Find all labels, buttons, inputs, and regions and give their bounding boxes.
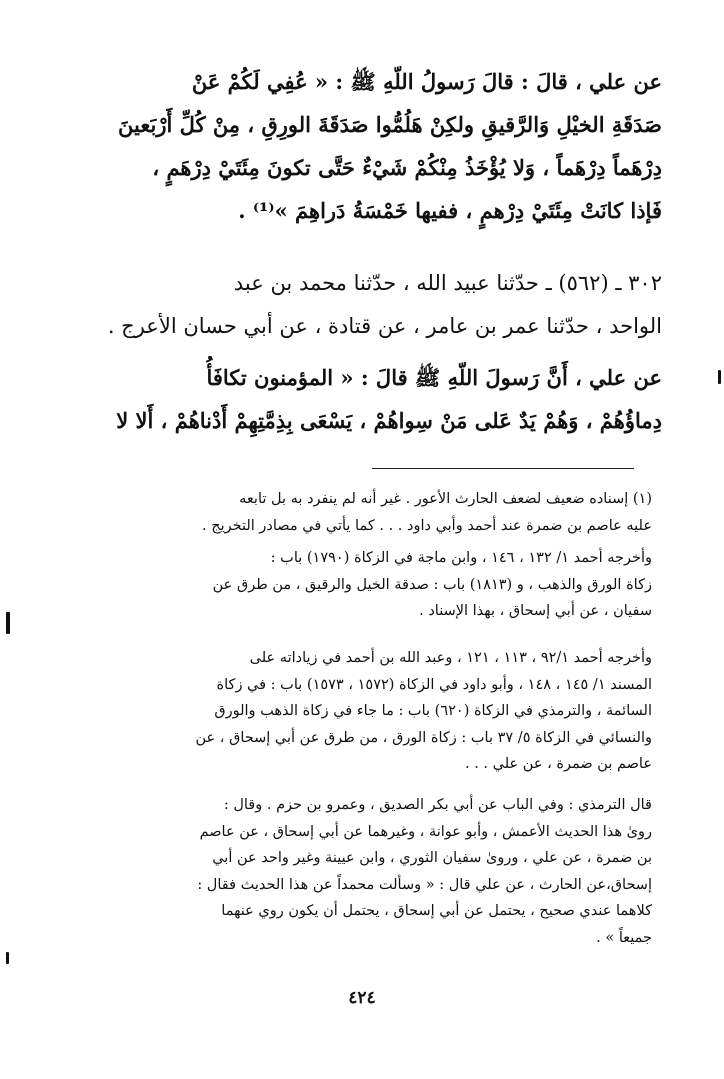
footnote-takhrij-1 [66,545,652,625]
footnote-line: إسحاق،عن الحارث ، عن علي قال : « وسألت محمداً عن هذا الحديث فقال : [197,876,652,893]
footnote-line: المسند ١/ ١٤٥ ، ١٤٨ ، وأبو داود في الزكاة (١٥٧٢ ، ١٥٧٣) باب : في زكاة [216,676,652,693]
hadith-302-text [70,356,662,442]
scan-edge-mark [6,952,9,964]
footnote-line: والنسائي في الزكاة ٥/ ٣٧ باب : زكاة الورق ، من طرق عن أبي إسحاق ، عن [195,729,652,746]
scan-edge-mark [718,370,721,384]
hadith-302-isnad-line: ٣٠٢ ـ (٥٦٢) ـ حدّثنا عبيد الله ، حدّثنا محمد بن عبد [233,271,662,295]
hadith-301-text [70,60,662,232]
footnote-line: عليه عاصم بن ضمرة عند أحمد وأبي داود . . . كما يأتي في مصادر التخريج . [202,517,652,534]
hadith-302-isnad [70,262,662,348]
footnote-1 [66,486,652,539]
hadith-302-isnad-line: الواحد ، حدّثنا عمر بن عامر ، عن قتادة ، عن أبي حسان الأعرج . [107,314,662,338]
footnote-line: (١) إسناده ضعيف لضعف الحارث الأعور . غير أنه لم ينفرد به بل تابعه [239,491,652,507]
footnote-tirmidhi [66,792,652,951]
footnote-line: قال الترمذي : وفي الباب عن أبي بكر الصديق ، وعمرو بن حزم . وقال : [223,797,652,813]
footnote-line: جميعاً » . [596,929,652,946]
footnote-divider [372,468,634,469]
hadith-301-line: دِرْهَماً دِرْهَماً ، وَلا يُؤْخَذُ مِنْكُمْ شَيْءٌ حَتَّى تكونَ مِئَتَيْ دِرْهَمٍ ، [152,155,662,180]
hadith-301-line: صَدَقَةِ الخيْلِ وَالرَّقيقِ ولكِنْ هَلُمُّوا صَدَقَةَ الورِقِ ، مِنْ كُلِّ أَرْبَعينَ [118,112,662,137]
footnote-line: وأخرجه أحمد ٩٢/١ ، ١١٣ ، ١٢١ ، وعبد الله بن أحمد في زياداته على [249,650,652,666]
footnote-line: روىٰ هذا الحديث الأعمش ، وأبو عوانة ، وغيرهما عن أبي إسحاق ، عن عاصم [199,823,652,840]
footnote-line: وأخرجه أحمد ١/ ١٣٢ ، ١٤٦ ، وابن ماجة في الزكاة (١٧٩٠) باب : [270,550,652,566]
footnote-line: كلاهما عندي صحيح ، يحتمل عن أبي إسحاق ، يحتمل أن يكون روي عنهما [221,903,652,919]
footnote-line: السائمة ، والترمذي في الزكاة (٦٢٠) باب : ما جاء في زكاة الذهب والورق [214,703,652,719]
hadith-301-line: فَإذا كانَتْ مِئَتَيْ دِرْهمٍ ، ففيها خَمْسَةُ دَراهِمَ »⁽¹⁾ . [238,198,662,223]
hadith-302-line: عن علي ، أَنَّ رَسولَ اللّهِ ﷺ قالَ : « المؤمنون تكافَأُ [206,365,662,390]
footnote-line: زكاة الورق والذهب ، و (١٨١٣) باب : صدقة الخيل والرقيق ، من طرق عن [212,576,652,593]
footnote-takhrij-2 [66,645,652,778]
hadith-301-line: عن علي ، قالَ : قالَ رَسولُ اللّهِ ﷺ : « عُفِي لَكُمْ عَنْ [191,69,662,94]
scan-edge-mark [6,612,10,634]
footnote-line: عاصم بن ضمرة ، عن علي . . . [464,756,652,772]
hadith-302-line: دِماؤُهُمْ ، وَهُمْ يَدٌ عَلى مَنْ سِواهُمْ ، يَسْعَى بِذِمَّتِهِمْ أَدْناهُمْ ، أَلا لا [116,408,662,433]
footnote-line: سفيان ، عن أبي إسحاق ، بهذا الإسناد . [419,603,652,619]
page-number: ٤٢٤ [348,988,376,1008]
footnote-line: بن ضمرة ، عن علي ، وروىٰ سفيان الثوري ، وابن عيينة وغير واحد عن أبي [212,850,652,866]
